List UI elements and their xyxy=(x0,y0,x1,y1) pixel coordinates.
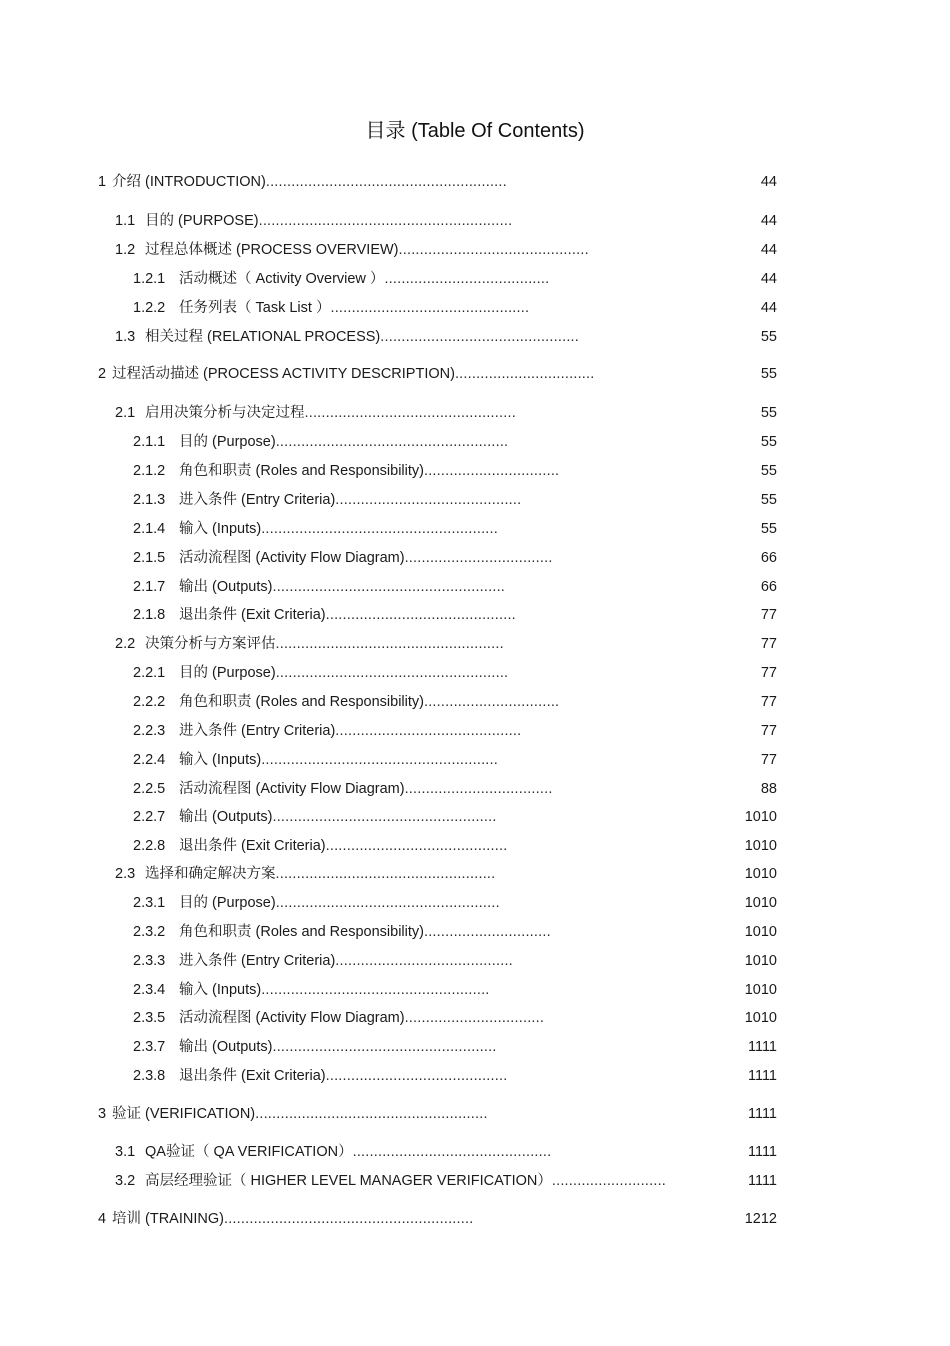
toc-entry-number: 2.3.2 xyxy=(133,924,166,940)
toc-entry[interactable] xyxy=(133,750,777,770)
toc-entry[interactable] xyxy=(133,692,777,712)
toc-dot-leader: ................................ xyxy=(423,694,560,710)
toc-dot-leader: ............................................... xyxy=(330,300,530,316)
toc-dot-leader: ................................. xyxy=(454,366,595,382)
toc-entry-title: 输出 (Outputs) xyxy=(179,579,273,595)
toc-entry[interactable] xyxy=(133,1037,777,1057)
toc-dot-leader: ............................................... xyxy=(352,1144,552,1160)
toc-dot-leader: ............................................. xyxy=(325,607,516,623)
toc-page-number: 44 xyxy=(760,271,777,287)
toc-dot-leader: .............................. xyxy=(423,924,551,940)
toc-entry[interactable] xyxy=(115,211,777,231)
toc-entry-number: 2.2.5 xyxy=(133,781,166,797)
toc-entry-title: 目的 (PURPOSE) xyxy=(145,213,259,229)
toc-page-number: 55 xyxy=(760,463,777,479)
toc-page-number: 44 xyxy=(760,242,777,258)
toc-page-number: 44 xyxy=(760,213,777,229)
toc-entry-number: 2.2.3 xyxy=(133,723,166,739)
toc-entry-number: 2.1.7 xyxy=(133,579,166,595)
toc-entry[interactable] xyxy=(133,980,777,1000)
toc-dot-leader: ....................................................... xyxy=(275,434,509,450)
toc-entry[interactable] xyxy=(133,721,777,741)
toc-page-number: 66 xyxy=(760,579,777,595)
toc-entry-number: 2.3.3 xyxy=(133,953,166,969)
toc-page-number: 55 xyxy=(760,366,777,382)
toc-entry-number: 2 xyxy=(98,366,107,382)
toc-entry-number: 3 xyxy=(98,1106,107,1122)
toc-entry-number: 2.3.1 xyxy=(133,895,166,911)
toc-entry-number: 1 xyxy=(98,174,107,190)
toc-entry[interactable] xyxy=(133,548,777,568)
toc-entry[interactable] xyxy=(133,461,777,481)
toc-entry-title: 活动流程图 (Activity Flow Diagram) xyxy=(179,781,405,797)
toc-entry-title: 输入 (Inputs) xyxy=(179,982,262,998)
toc-entry-title: 高层经理验证（ HIGHER LEVEL MANAGER VERIFICATION） xyxy=(145,1173,552,1189)
toc-entry[interactable] xyxy=(133,779,777,799)
toc-entry-number: 1.2.1 xyxy=(133,271,166,287)
toc-entry-number: 2.1.3 xyxy=(133,492,166,508)
toc-page-number: 1111 xyxy=(747,1039,777,1055)
toc-page-number: 1010 xyxy=(744,924,777,940)
toc-entry-title: 角色和职责 (Roles and Responsibility) xyxy=(179,694,424,710)
toc-entry[interactable] xyxy=(133,519,777,539)
toc-entry-number: 4 xyxy=(98,1211,107,1227)
toc-page-number: 66 xyxy=(760,550,777,566)
toc-dot-leader: ................................... xyxy=(404,781,553,797)
toc-entry-title: 输出 (Outputs) xyxy=(179,809,273,825)
toc-entry[interactable] xyxy=(133,432,777,452)
toc-entry[interactable] xyxy=(115,240,777,260)
toc-entry[interactable] xyxy=(133,490,777,510)
toc-dot-leader: ........................... xyxy=(551,1173,667,1189)
toc-entry-number: 2.3.8 xyxy=(133,1068,166,1084)
toc-entry-title: 过程活动描述 (PROCESS ACTIVITY DESCRIPTION) xyxy=(112,366,455,382)
toc-page-number: 77 xyxy=(760,723,777,739)
toc-page-number: 77 xyxy=(760,607,777,623)
toc-page-number: 1010 xyxy=(744,809,777,825)
toc-page-number: 1212 xyxy=(744,1211,777,1227)
toc-entry-title: 退出条件 (Exit Criteria) xyxy=(179,607,326,623)
toc-entry-title: 退出条件 (Exit Criteria) xyxy=(179,838,326,854)
toc-dot-leader: ....................................... xyxy=(384,271,550,287)
toc-entry-number: 2.3 xyxy=(115,866,136,882)
toc-entry-number: 2.3.5 xyxy=(133,1010,166,1026)
toc-entry-number: 2.2.7 xyxy=(133,809,166,825)
toc-page-number: 1010 xyxy=(744,1010,777,1026)
toc-page-number: 1111 xyxy=(747,1106,777,1122)
toc-entry-title: 角色和职责 (Roles and Responsibility) xyxy=(179,924,424,940)
toc-entry-title: 目的 (Purpose) xyxy=(179,895,276,911)
toc-entry-title: 目的 (Purpose) xyxy=(179,665,276,681)
toc-dot-leader: ........................................................ xyxy=(261,752,498,768)
toc-entry[interactable] xyxy=(133,1066,777,1086)
toc-dot-leader: ...................................................... xyxy=(261,982,490,998)
toc-entry-number: 2.1.2 xyxy=(133,463,166,479)
toc-entry-number: 1.2 xyxy=(115,242,136,258)
toc-page-number: 55 xyxy=(760,434,777,450)
toc-page-number: 1010 xyxy=(744,895,777,911)
toc-entry-title: 输入 (Inputs) xyxy=(179,752,262,768)
toc-entry[interactable] xyxy=(133,893,777,913)
toc-entry-title: 决策分析与方案评估 xyxy=(145,636,276,652)
toc-entry[interactable] xyxy=(133,605,777,625)
toc-page-number: 77 xyxy=(760,636,777,652)
toc-dot-leader: ............................................ xyxy=(335,723,522,739)
toc-dot-leader: ............................................. xyxy=(398,242,589,258)
toc-entry-title: 进入条件 (Entry Criteria) xyxy=(179,953,336,969)
toc-entry-number: 2.3.4 xyxy=(133,982,166,998)
toc-entry-title: 退出条件 (Exit Criteria) xyxy=(179,1068,326,1084)
toc-dot-leader: ....................................................... xyxy=(272,579,506,595)
toc-entry-number: 1.3 xyxy=(115,329,136,345)
toc-dot-leader: ............................................................ xyxy=(258,213,513,229)
toc-entry-number: 2.2.1 xyxy=(133,665,166,681)
toc-dot-leader: ..................................................... xyxy=(275,895,500,911)
toc-page-number: 1111 xyxy=(747,1068,777,1084)
toc-entry[interactable] xyxy=(133,922,777,942)
toc-entry[interactable] xyxy=(133,269,777,289)
toc-entry-number: 2.1.8 xyxy=(133,607,166,623)
toc-entry-title: 活动概述（ Activity Overview ） xyxy=(179,271,385,287)
toc-entry[interactable] xyxy=(98,172,777,192)
toc-entry-title: 培训 (TRAINING) xyxy=(112,1211,224,1227)
toc-page-number: 88 xyxy=(760,781,777,797)
toc-entry-number: 2.1.1 xyxy=(133,434,166,450)
toc-page-number: 55 xyxy=(760,405,777,421)
toc-entry-title: 相关过程 (RELATIONAL PROCESS) xyxy=(145,329,381,345)
toc-dot-leader: ....................................................... xyxy=(275,665,509,681)
toc-page-number: 1111 xyxy=(747,1144,777,1160)
toc-entry-title: 活动流程图 (Activity Flow Diagram) xyxy=(179,1010,405,1026)
toc-dot-leader: ........................................................... xyxy=(223,1211,474,1227)
toc-entry-number: 2.1.4 xyxy=(133,521,166,537)
toc-dot-leader: ........................................................ xyxy=(261,521,498,537)
toc-dot-leader: .................................................. xyxy=(304,405,516,421)
toc-entry-title: 启用决策分析与决定过程 xyxy=(145,405,305,421)
toc-page-number: 77 xyxy=(760,665,777,681)
toc-entry[interactable] xyxy=(115,864,777,884)
toc-entry[interactable] xyxy=(133,663,777,683)
toc-dot-leader: ....................................................... xyxy=(255,1106,488,1122)
toc-dot-leader: ........................................... xyxy=(325,1068,508,1084)
toc-entry[interactable] xyxy=(115,1171,777,1191)
toc-entry[interactable] xyxy=(115,327,777,347)
toc-dot-leader: ..................................................... xyxy=(272,809,497,825)
toc-entry-title: 输入 (Inputs) xyxy=(179,521,262,537)
toc-entry[interactable] xyxy=(133,577,777,597)
toc-dot-leader: ...................................................... xyxy=(275,636,504,652)
toc-entry[interactable] xyxy=(115,634,777,654)
toc-page-number: 44 xyxy=(760,300,777,316)
toc-dot-leader: ................................... xyxy=(404,550,553,566)
toc-dot-leader: ..................................................... xyxy=(272,1039,497,1055)
toc-title: 目录 (Table Of Contents) xyxy=(365,120,585,142)
toc-entry-number: 2.2 xyxy=(115,636,136,652)
toc-entry-number: 3.2 xyxy=(115,1173,136,1189)
toc-dot-leader: ........................................... xyxy=(325,838,508,854)
toc-entry-title: 验证 (VERIFICATION) xyxy=(112,1106,256,1122)
toc-entry-title: 进入条件 (Entry Criteria) xyxy=(179,723,336,739)
toc-entry-number: 2.2.2 xyxy=(133,694,166,710)
toc-entry[interactable] xyxy=(133,951,777,971)
toc-entry-title: 目的 (Purpose) xyxy=(179,434,276,450)
toc-entry-number: 2.2.4 xyxy=(133,752,166,768)
toc-dot-leader: .......................................... xyxy=(335,953,513,969)
toc-entry-title: 任务列表（ Task List ） xyxy=(179,300,331,316)
toc-entry-number: 3.1 xyxy=(115,1144,136,1160)
toc-entry-title: 进入条件 (Entry Criteria) xyxy=(179,492,336,508)
toc-entry-number: 1.1 xyxy=(115,213,136,229)
toc-entry[interactable] xyxy=(133,298,777,318)
toc-entry[interactable] xyxy=(133,836,777,856)
toc-page-number: 55 xyxy=(760,492,777,508)
toc-page-number: 77 xyxy=(760,694,777,710)
toc-page-number: 77 xyxy=(760,752,777,768)
toc-entry-title: 过程总体概述 (PROCESS OVERVIEW) xyxy=(145,242,399,258)
toc-entry-title: 输出 (Outputs) xyxy=(179,1039,273,1055)
toc-page-number: 1010 xyxy=(744,982,777,998)
toc-page-number: 1010 xyxy=(744,866,777,882)
toc-entry-number: 1.2.2 xyxy=(133,300,166,316)
toc-page-number: 1010 xyxy=(744,953,777,969)
toc-entry-title: 活动流程图 (Activity Flow Diagram) xyxy=(179,550,405,566)
toc-dot-leader: ............................................... xyxy=(380,329,580,345)
toc-entry[interactable] xyxy=(115,1142,777,1162)
toc-entry[interactable] xyxy=(98,1209,777,1229)
toc-entry-number: 2.2.8 xyxy=(133,838,166,854)
toc-page-number: 1010 xyxy=(744,838,777,854)
toc-entry[interactable] xyxy=(98,364,777,384)
toc-page-number: 44 xyxy=(760,174,777,190)
toc-dot-leader: ................................ xyxy=(423,463,560,479)
toc-entry-title: QA验证（ QA VERIFICATION） xyxy=(145,1144,353,1160)
toc-entry-number: 2.1.5 xyxy=(133,550,166,566)
toc-dot-leader: ......................................................... xyxy=(265,174,507,190)
toc-dot-leader: ................................. xyxy=(404,1010,545,1026)
toc-page-number: 55 xyxy=(760,329,777,345)
toc-page-number: 55 xyxy=(760,521,777,537)
toc-entry[interactable] xyxy=(133,807,777,827)
toc-entry-title: 介绍 (INTRODUCTION) xyxy=(112,174,266,190)
toc-entry-number: 2.3.7 xyxy=(133,1039,166,1055)
toc-entry[interactable] xyxy=(98,1104,777,1124)
toc-dot-leader: ............................................ xyxy=(335,492,522,508)
toc-entry-number: 2.1 xyxy=(115,405,136,421)
toc-dot-leader: .................................................... xyxy=(275,866,496,882)
toc-page-number: 1111 xyxy=(747,1173,777,1189)
toc-entry[interactable] xyxy=(133,1008,777,1028)
toc-entry-title: 选择和确定解决方案 xyxy=(145,866,276,882)
toc-entry[interactable] xyxy=(115,403,777,423)
toc-entry-title: 角色和职责 (Roles and Responsibility) xyxy=(179,463,424,479)
